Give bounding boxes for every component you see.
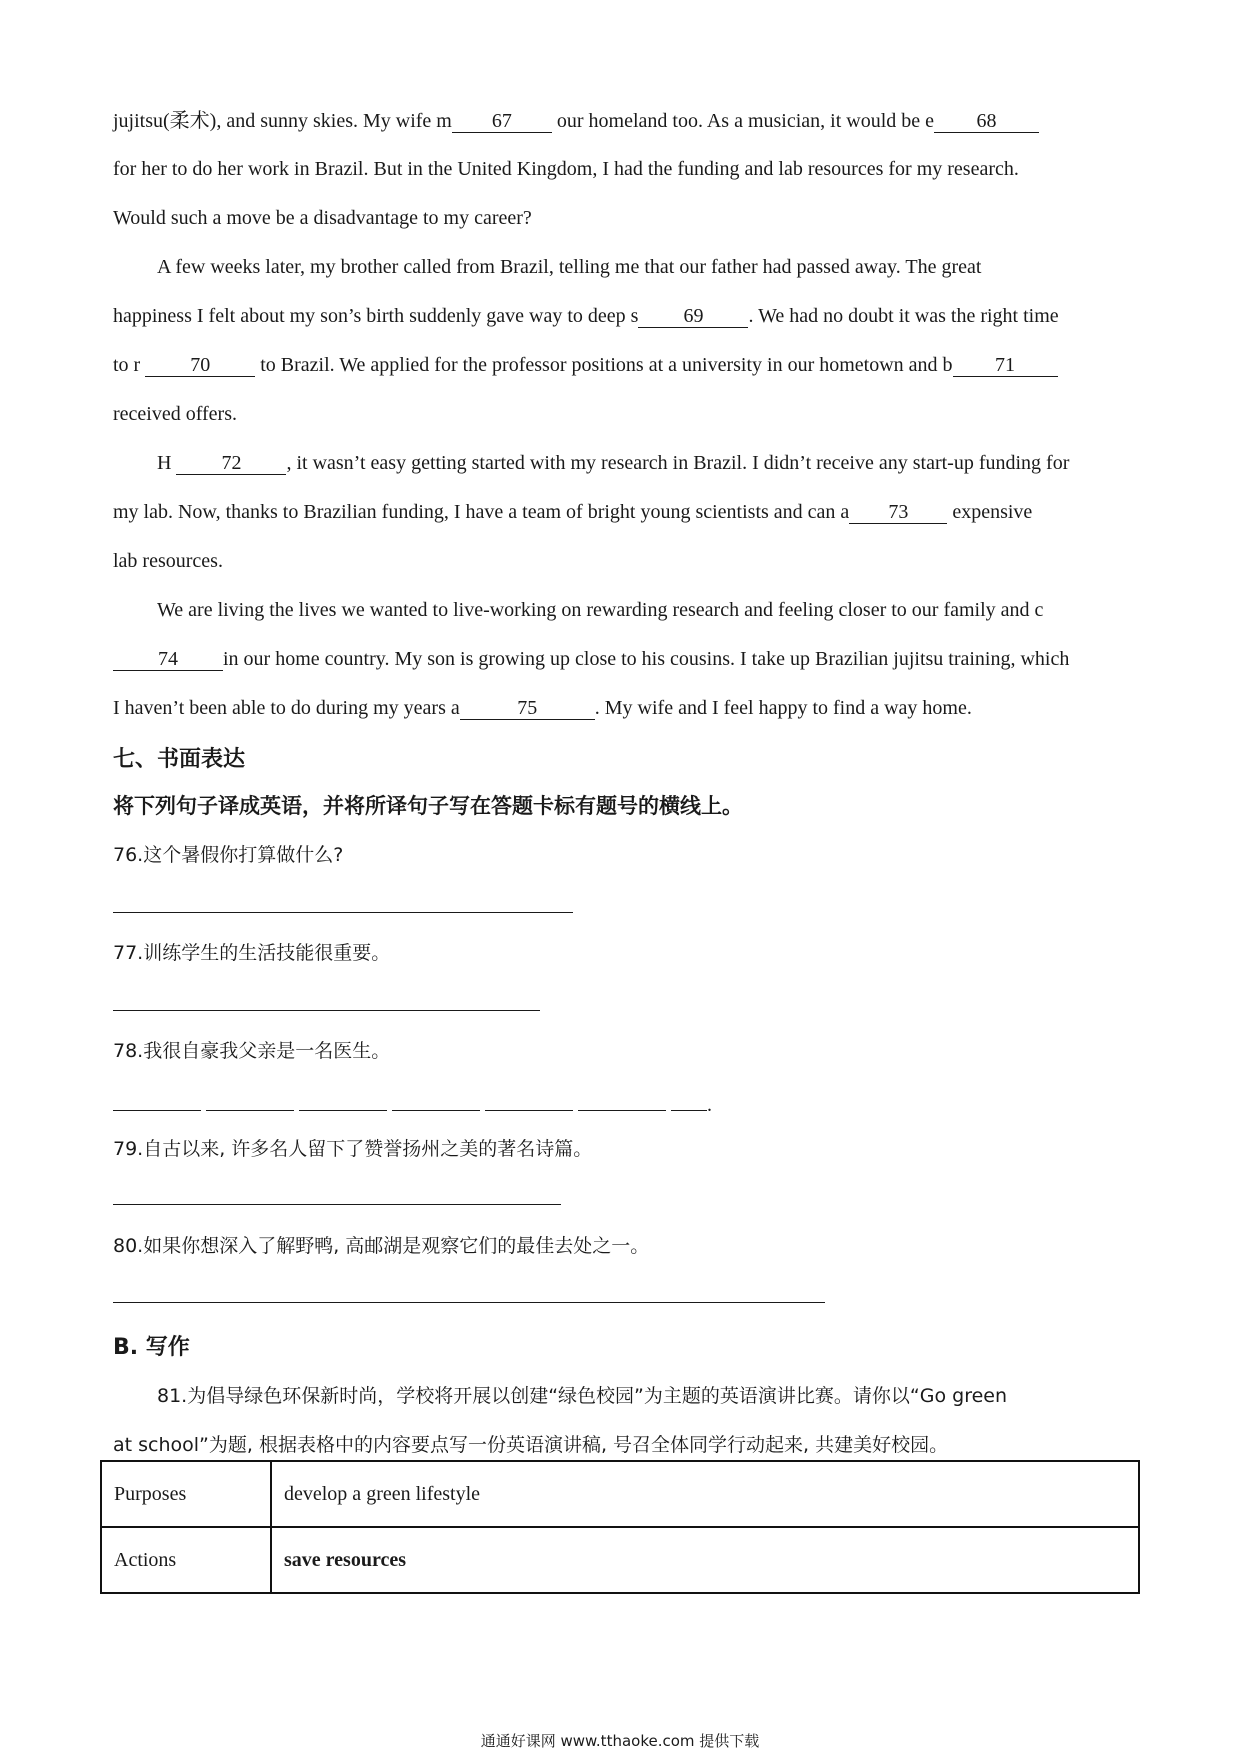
blank-75[interactable]: 75 — [460, 697, 595, 720]
answer-line-80[interactable] — [113, 1302, 825, 1303]
passage-line: to r 70 to Brazil. We applied for the professor positions at a university in our hometown and b 71 — [113, 352, 1133, 378]
passage-line: I haven’t been able to do during my years a 75 . My wife and I feel happy to find a way home. — [113, 697, 972, 719]
question-77: 77.训练学生的生活技能很重要。 — [113, 942, 391, 964]
table-cell-value: save resources — [271, 1527, 1139, 1593]
blank-72[interactable]: 72 — [176, 452, 286, 475]
question-79: 79.自古以来, 许多名人留下了赞誉扬州之美的著名诗篇。 — [113, 1138, 593, 1160]
table-row — [101, 1461, 1139, 1527]
blank-71[interactable]: 71 — [953, 354, 1058, 377]
table-cell-value: develop a green lifestyle — [271, 1461, 1139, 1527]
passage-line: H 72 , it wasn’t easy getting started with my research in Brazil. I didn’t receive any start-up funding for — [157, 452, 1070, 474]
answer-blank[interactable] — [671, 1109, 707, 1111]
answer-blank[interactable] — [206, 1109, 294, 1111]
passage-line: jujitsu(柔术), and sunny skies. My wife m 67 our homeland too. As a musician, it would be e 68 — [113, 108, 1133, 134]
question-76: 76.这个暑假你打算做什么? — [113, 844, 344, 866]
section-heading-writing: B. 写作 — [113, 1335, 190, 1360]
section-instruction: 将下列句子译成英语，并将所译句子写在答题卡标有题号的横线上。 — [113, 794, 743, 818]
passage-line: Would such a move be a disadvantage to my career? — [113, 207, 532, 229]
answer-line-77[interactable] — [113, 1010, 540, 1011]
section-heading: 七、书面表达 — [113, 747, 246, 772]
answer-blank[interactable] — [299, 1109, 387, 1111]
blank-74[interactable]: 74 — [113, 648, 223, 671]
answer-line-76[interactable] — [113, 912, 573, 913]
passage-line: received offers. — [113, 403, 238, 425]
blank-67[interactable]: 67 — [452, 110, 552, 133]
passage-line: A few weeks later, my brother called from Brazil, telling me that our father had passed away. The great — [157, 256, 982, 278]
answer-blank[interactable] — [113, 1109, 201, 1111]
passage-line: happiness I felt about my son’s birth suddenly gave way to deep s 69 . We had no doubt it was the right time — [113, 305, 1059, 327]
footer-source: 通通好课网 www.tthaoke.com 提供下载 — [480, 1732, 760, 1750]
table-cell-label: Purposes — [101, 1461, 271, 1527]
passage-line: 74 in our home country. My son is growing up close to his cousins. I take up Brazilian jujitsu training, which — [113, 646, 1133, 672]
blank-68[interactable]: 68 — [934, 110, 1039, 133]
answer-blank[interactable] — [392, 1109, 480, 1111]
period: . — [707, 1094, 712, 1116]
blank-69[interactable]: 69 — [638, 305, 748, 328]
blank-70[interactable]: 70 — [145, 354, 255, 377]
passage-line: my lab. Now, thanks to Brazilian funding, I have a team of bright young scientists and can a 73 expensive — [113, 501, 1033, 523]
passage-line: for her to do her work in Brazil. But in the United Kingdom, I had the funding and lab resources for my research. — [113, 158, 1019, 180]
passage-line: We are living the lives we wanted to live-working on rewarding research and feeling closer to our family and c — [157, 599, 1044, 621]
table-row — [101, 1527, 1139, 1593]
blank-73[interactable]: 73 — [849, 501, 947, 524]
answer-line-79[interactable] — [113, 1204, 561, 1205]
passage-line: lab resources. — [113, 550, 223, 572]
answer-blank[interactable] — [485, 1109, 573, 1111]
writing-prompt: 81.为倡导绿色环保新时尚，学校将开展以创建“绿色校园”为主题的英语演讲比赛。请你以“Go green — [157, 1385, 1008, 1407]
answer-blank[interactable] — [578, 1109, 666, 1111]
outline-table — [100, 1460, 1140, 1594]
table-cell-label: Actions — [101, 1527, 271, 1593]
question-80: 80.如果你想深入了解野鸭, 高邮湖是观察它们的最佳去处之一。 — [113, 1235, 650, 1257]
question-78: 78.我很自豪我父亲是一名医生。 — [113, 1040, 391, 1062]
writing-prompt: at school”为题, 根据表格中的内容要点写一份英语演讲稿, 号召全体同学行动起来, 共建美好校园。 — [113, 1434, 949, 1456]
answer-blanks-78 — [113, 1094, 712, 1117]
